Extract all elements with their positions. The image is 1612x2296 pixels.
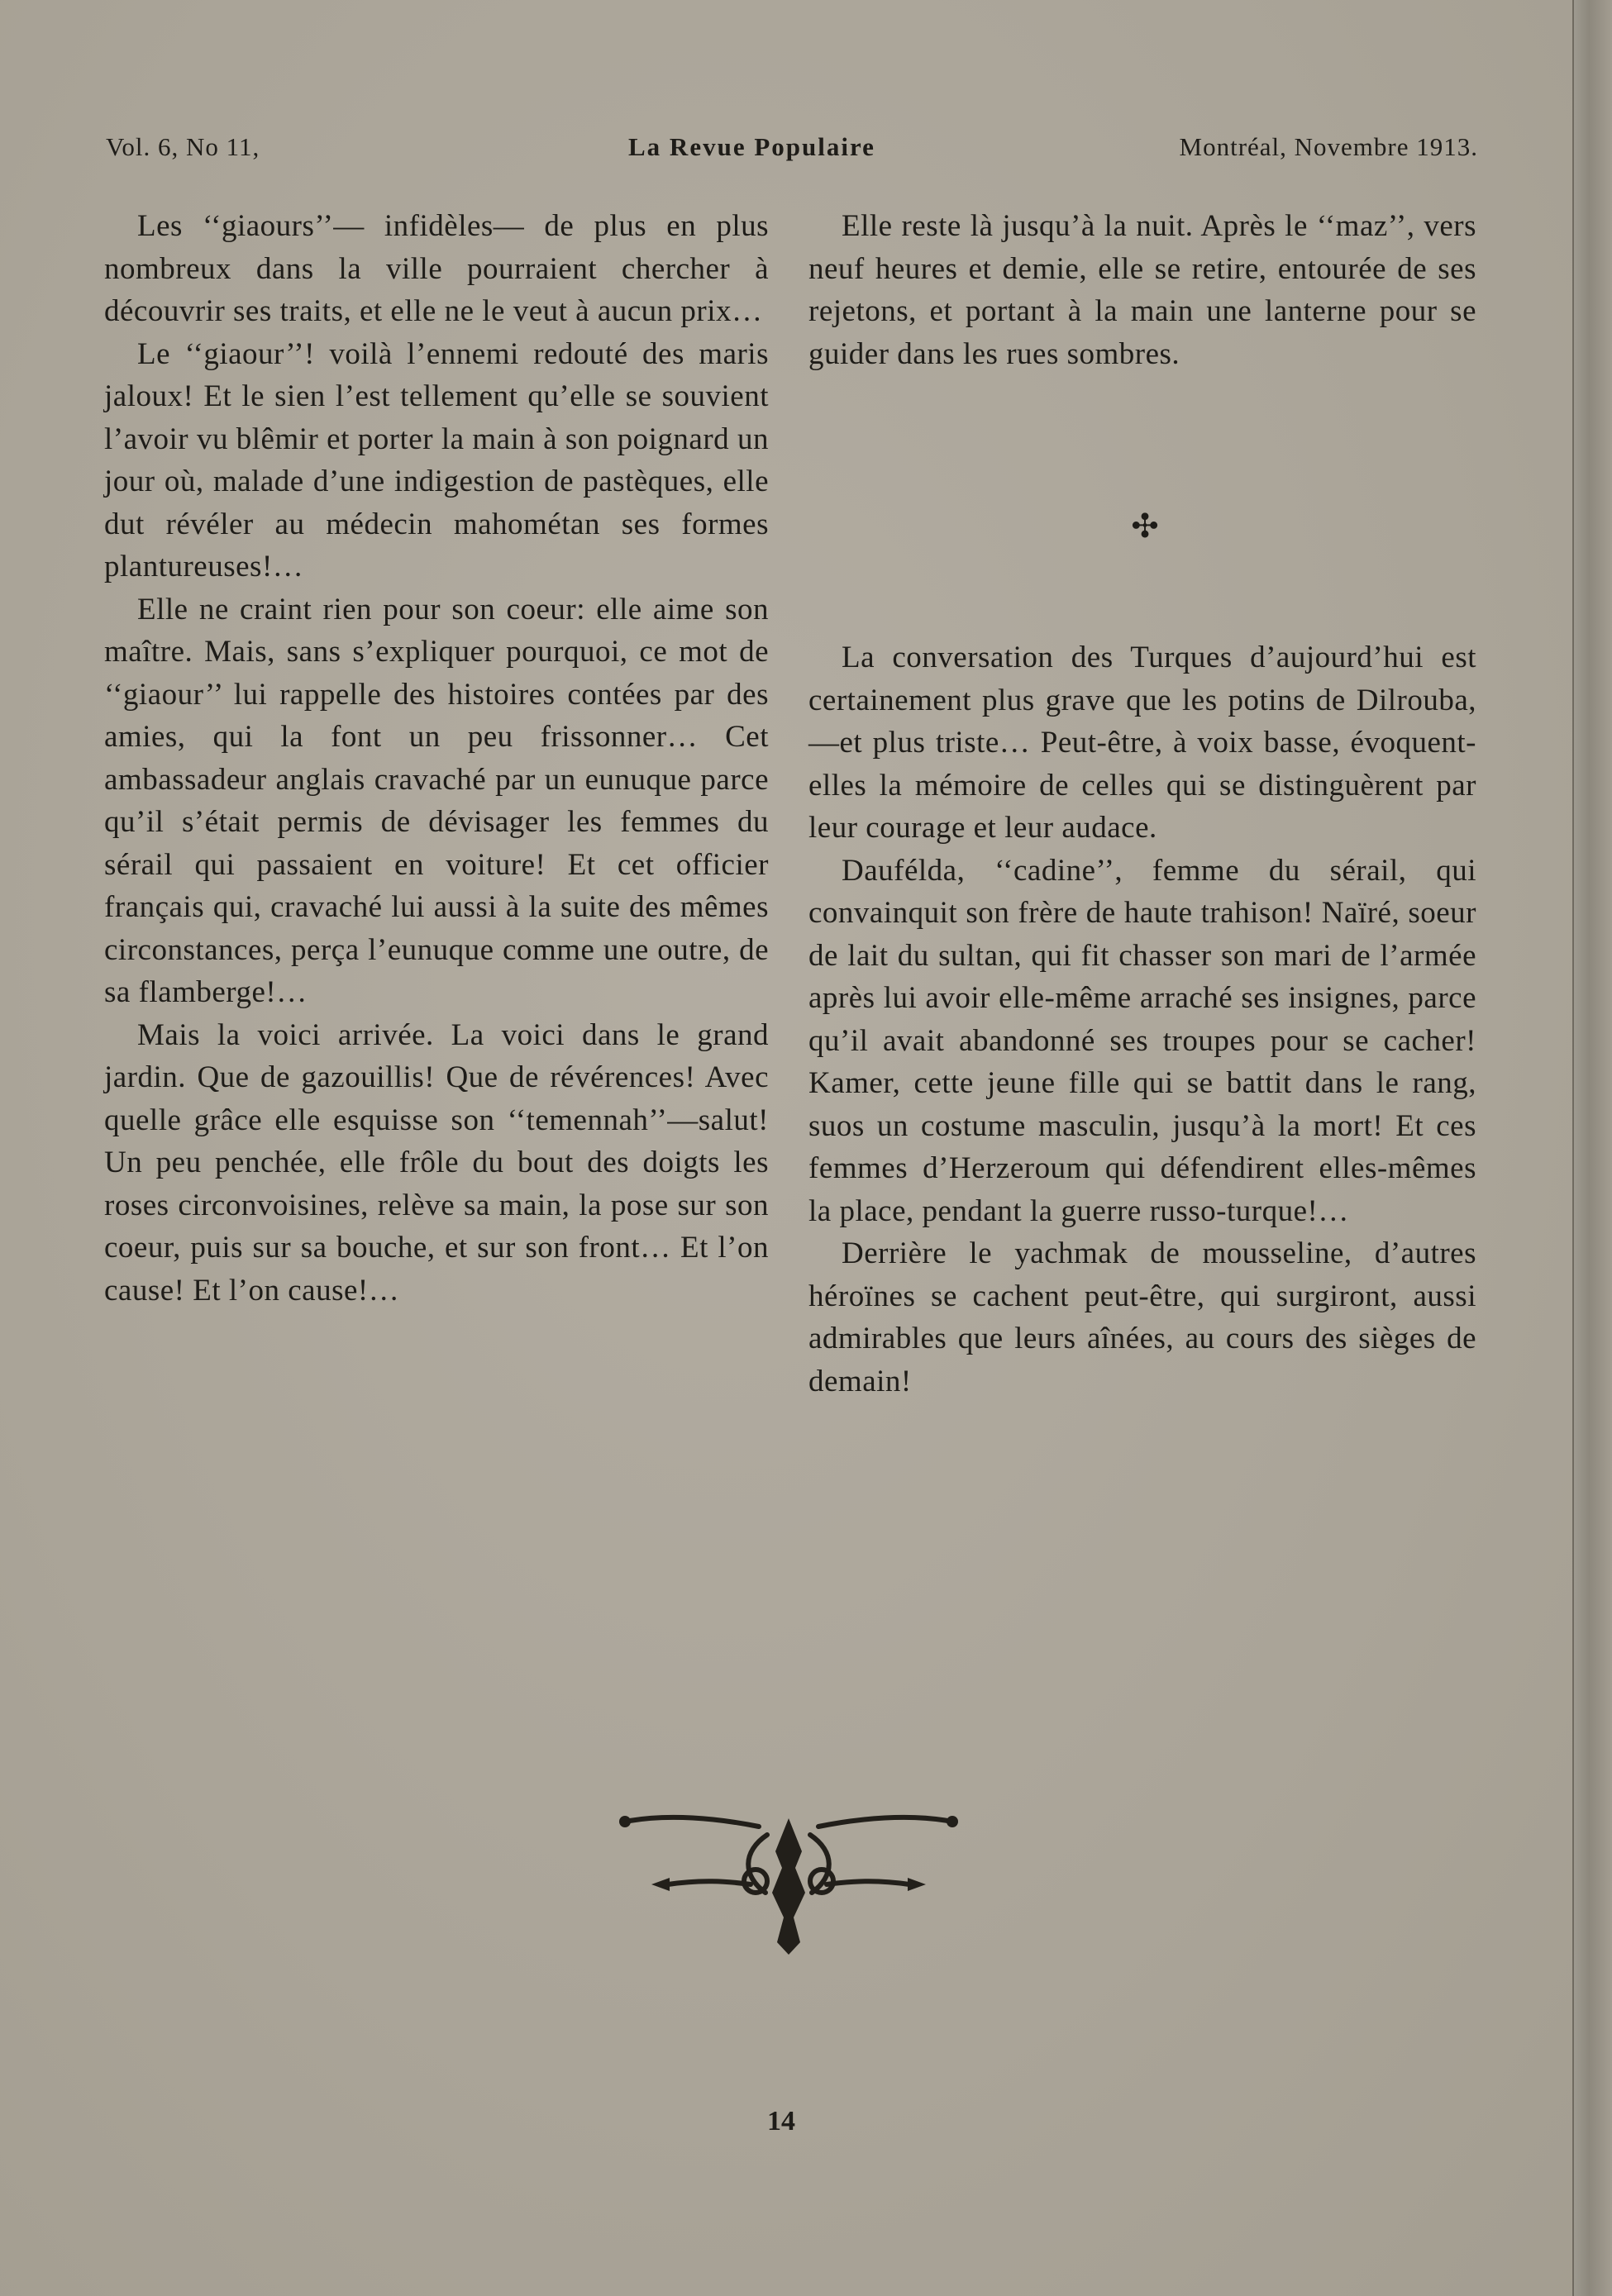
- page-edge: [1572, 0, 1612, 2296]
- paragraph: Daufélda, ‘‘cadine’’, femme du sérail, qui convainquit son frère de haute trahison! Naïré, soeur de lait du sultan, qui fit chasser son mari de l’armée après lui avoir elle-même arraché ses insignes, parce qu’il avait abandonné ses troupes pour se cacher! Kamer, cette jeune fille qui se battit dans le rang, suos un costume masculin, jusqu’à la mort! Et ces femmes d’Herzeroum qui défendirent elles-mêmes la place, pendant la guerre russo-turque!…: [808, 853, 1476, 1228]
- left-column: [104, 205, 769, 1312]
- section-separator: ✣: [1131, 507, 1159, 545]
- paragraph: Mais la voici arrivée. La voici dans le grand jardin. Que de gazouillis! Que de révérences! Avec quelle grâce elle esquisse son ‘‘temennah’’—salut! Un peu penchée, elle frôle du bout des doigts les roses circonvoisines, relève sa main, la pose sur son coeur, puis sur sa bouche, et sur son front… Et l’on cause! Et l’on cause!…: [104, 1017, 769, 1308]
- paragraph: Elle reste là jusqu’à la nuit. Après le ‘‘maz’’, vers neuf heures et demie, elle se retire, entourée de ses rejetons, et portant à la main une lanterne pour se guider dans les rues sombres.: [808, 209, 1476, 371]
- right-column-bottom: [808, 636, 1476, 1403]
- right-column-top: [808, 205, 1476, 375]
- magazine-title: La Revue Populaire: [628, 132, 875, 161]
- page-number: 14: [767, 2106, 795, 2136]
- paragraph: Elle ne craint rien pour son coeur: elle aime son maître. Mais, sans s’expliquer pourquoi, ce mot de ‘‘giaour’’ lui rappelle des histoires contées par des amies, qui la font un peu frissonner… Cet ambassadeur anglais cravaché par un eunuque parce qu’il s’était permis de dévisager les femmes du sérail qui passaient en voiture! Et cet officier français qui, cravaché lui aussi à la suite des mêmes circonstances, perça l’eunuque comme une outre, de sa flamberge!…: [104, 592, 769, 1009]
- issue-date: Montréal, Novembre 1913.: [1179, 132, 1478, 161]
- paragraph: La conversation des Turques d’aujourd’hui est certainement plus grave que les potins de Dilrouba,—et plus triste… Peut-être, à voix basse, évoquent-elles la mémoire de celles qui se distinguèrent par leur courage et leur audace.: [808, 641, 1476, 845]
- paragraph: Derrière le yachmak de mousseline, d’autres héroïnes se cachent peut-être, qui surgiront, aussi admirables que leurs aînées, au cours des sièges de demain!: [808, 1236, 1476, 1398]
- paragraph: Le ‘‘giaour’’! voilà l’ennemi redouté des maris jaloux! Et le sien l’est tellement qu’elle se souvient l’avoir vu blêmir et porter la main à son poignard un jour où, malade d’une indigestion de pastèques, elle dut révéler au médecin mahométan ses formes plantureuses!…: [104, 336, 769, 584]
- paragraph: Les ‘‘giaours’’— infidèles— de plus en plus nombreux dans la ville pourraient chercher à découvrir ses traits, et elle ne le veut à aucun prix…: [104, 209, 769, 328]
- ornament-icon: [618, 1802, 959, 1959]
- running-header: [106, 132, 1478, 174]
- volume-label: Vol. 6, No 11,: [106, 132, 260, 161]
